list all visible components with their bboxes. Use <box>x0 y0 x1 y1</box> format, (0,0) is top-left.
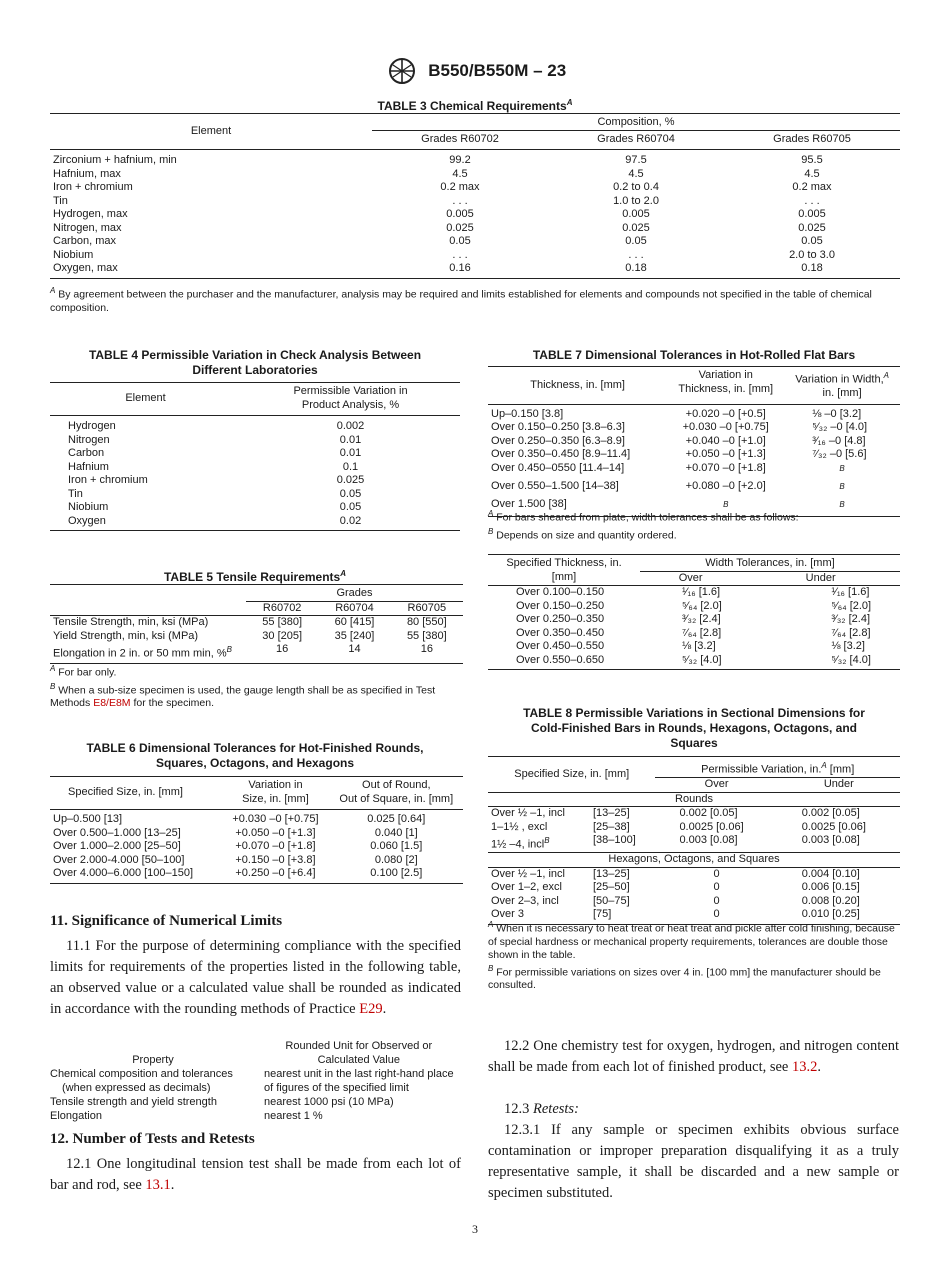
table7-caption: TABLE 7 Dimensional Tolerances in Hot-Rolled Flat Bars <box>532 348 856 362</box>
table-cell: ⅛ [3.2] <box>682 640 716 652</box>
table-cell: [25–50] <box>593 881 630 894</box>
table-cell: B <box>839 499 845 509</box>
table-cell: +0.070 –0 [+1.8] <box>685 461 766 474</box>
table-row <box>50 447 460 461</box>
table-cell: Over 0.250–0.350 <box>516 613 605 625</box>
table-cell: 1–1½ , excl <box>491 820 548 833</box>
table-cell: 0.05 <box>449 235 471 247</box>
rounding-table <box>50 1039 454 1123</box>
table8-header-over: Over <box>704 778 729 791</box>
table5-tensile-requirements <box>50 584 463 664</box>
table-cell: . . . <box>452 194 468 207</box>
table-cell: Over 0.150–0.250 <box>516 599 605 612</box>
table-row <box>488 821 900 835</box>
table-cell: 16 <box>420 643 433 655</box>
table-cell: Over 0.500–1.000 [13–25] <box>53 826 181 839</box>
table-cell: 0.05 <box>625 235 647 247</box>
page-number: 3 <box>472 1222 478 1236</box>
table-cell: Over 1.500 [38] <box>491 497 567 510</box>
table-cell: [75] <box>593 908 612 921</box>
table-cell: ⁷⁄₃₂ –0 [5.6] <box>812 448 867 461</box>
table-row <box>50 867 463 883</box>
table6-caption: TABLE 6 Dimensional Tolerances for Hot-Finished Rounds, Squares, Octagons, and Hexagons <box>86 741 424 770</box>
table-row <box>488 881 900 895</box>
table-cell: 80 [550] <box>406 616 447 628</box>
table-cell: Nitrogen <box>68 433 110 446</box>
table-cell: 0.005 <box>446 208 474 220</box>
table-cell: Oxygen, max <box>53 262 118 274</box>
table-cell: 0.010 [0.25] <box>801 908 860 921</box>
table-cell: Over ½ –1, incl <box>491 867 565 880</box>
table-cell: 0.025 <box>336 474 365 486</box>
table-cell: B <box>839 481 845 491</box>
table-cell: 0.05 <box>339 501 362 513</box>
table5-footnote-b: $^B$ When a sub-size specimen is used, the gauge length shall be as specified in Test Methods E8/E8M for the specimen. <box>50 681 436 709</box>
table-cell: 55 [380] <box>262 616 303 628</box>
table-cell: ⁵⁄₆₄ [2.0] <box>682 599 722 612</box>
table-row <box>488 448 900 462</box>
table8-footnotes <box>488 918 900 992</box>
table-cell: 4.5 <box>804 167 820 180</box>
table-cell: Over 2–3, incl <box>491 894 559 907</box>
astm-logo-icon <box>384 56 420 86</box>
table3-header-grade: Grades R60705 <box>773 132 851 145</box>
table-row <box>488 807 900 821</box>
table-cell: 0.2 max <box>440 181 480 193</box>
table-cell: Over 0.350–0.450 [8.9–11.4] <box>491 448 631 461</box>
table-cell: (when expressed as decimals) <box>62 1082 211 1094</box>
page-header <box>0 56 950 86</box>
table-cell: 0.16 <box>449 262 471 274</box>
table-cell: Over 1–2, excl <box>491 881 562 894</box>
table-cell: +0.250 –0 [+6.4] <box>235 867 316 879</box>
section11-paragraph: 11.1 For the purpose of determining compliance with the specified limits for requirements of the properties listed in the following table, an observed value or a calculated value shall be rounded as indicated in accordance with the rounding methods of Practice E29. <box>50 938 461 1017</box>
section12-paragraph-1: 12.1 One longitudinal tension test shall be made from each lot of bar and rod, see 13.1. <box>50 1156 461 1193</box>
table-cell: Up–0.500 [13] <box>53 813 123 825</box>
table-cell: Hafnium, max <box>53 167 121 180</box>
table5-caption: TABLE 5 Tensile Requirements$^A$ <box>163 569 347 584</box>
table-cell: Tensile strength and yield strength <box>50 1096 217 1108</box>
table-cell: 0.025 <box>622 221 650 234</box>
section12-paragraph-4: 12.3.1 If any sample or specimen exhibits obvious surface contamination or improper preparation disqualifying it as a truly representative sample, it shall be discarded and a new sample or specimen substituted. <box>488 1122 899 1201</box>
table-cell: B <box>723 499 729 509</box>
table-cell: 0.02 <box>339 514 362 527</box>
table-cell: Tin <box>68 487 83 500</box>
table5-header-grade: R60702 <box>262 601 302 614</box>
section12-paragraph-2: 12.2 One chemistry test for oxygen, hydrogen, and nitrogen content shall be made from each lot of finished product, see 13.2. <box>488 1038 899 1075</box>
table-row <box>50 854 463 868</box>
table-cell: 0.0025 [0.06] <box>679 820 744 833</box>
table-cell: 0.005 <box>622 208 650 220</box>
table7-header-thickness: Thickness, in. [mm] <box>530 378 625 391</box>
table-cell: ³⁄₁₆ –0 [4.8] <box>812 434 866 447</box>
table-row <box>50 827 463 841</box>
table-cell: Up–0.150 [3.8] <box>491 407 564 420</box>
table-cell: Niobium <box>68 501 109 513</box>
table-cell: ³⁄₃₂ [2.4] <box>682 613 721 625</box>
table-cell: 0.080 [2] <box>374 853 418 866</box>
table-cell: Hydrogen, max <box>53 208 128 220</box>
table-row <box>50 1109 454 1123</box>
table-cell: of figures of the specified limit <box>264 1082 409 1094</box>
table-cell: nearest 1 % <box>264 1110 323 1122</box>
table-cell: 0.008 [0.20] <box>801 894 860 907</box>
table-row <box>50 262 900 278</box>
table-cell: 14 <box>348 643 361 655</box>
table-cell: 0 <box>713 908 720 921</box>
table-cell: +0.050 –0 [+1.3] <box>235 826 316 839</box>
table-cell: ⁵⁄₃₂ –0 [4.0] <box>812 421 868 434</box>
table-cell: nearest 1000 psi (10 MPa) <box>264 1096 394 1108</box>
table7-header-variation-thickness: Variation in Thickness, in. [mm] <box>678 369 774 395</box>
table-cell: Over 4.000–6.000 [100–150] <box>53 867 194 879</box>
table-cell: . . . <box>628 248 644 261</box>
table-cell: 60 [415] <box>334 616 375 628</box>
table-row <box>488 627 900 641</box>
table-cell: Hafnium <box>68 460 109 473</box>
table-cell: 0.01 <box>339 447 362 459</box>
table-cell: Over 1.000–2.000 [25–50] <box>53 840 181 852</box>
section12-paragraph-3: 12.3 Retests: <box>504 1101 579 1117</box>
table5-header-grades: Grades <box>246 585 463 602</box>
table-row <box>50 501 460 515</box>
table-cell: 0.025 <box>798 221 826 234</box>
table-cell: ⁵⁄₃₂ [4.0] <box>682 653 722 666</box>
table7b-header-over: Over <box>678 571 703 584</box>
table-cell: 0.18 <box>801 262 823 274</box>
table-cell: ¹⁄₁₆ [1.6] <box>682 586 721 598</box>
table4-check-analysis <box>50 382 460 531</box>
table4-caption: TABLE 4 Permissible Variation in Check Analysis Between Different Laboratories <box>88 348 422 377</box>
table-cell: +0.080 –0 [+2.0] <box>685 479 766 492</box>
table7-width-tolerances <box>488 554 900 670</box>
table-cell: 0.060 [1.5] <box>370 840 423 852</box>
table-row <box>488 421 900 435</box>
table-cell: 1½ –4, incl$^B$ <box>491 836 550 851</box>
table-cell: 1.0 to 2.0 <box>613 194 659 207</box>
table7b-header-width: Width Tolerances, in. [mm] <box>640 555 900 572</box>
table-cell: +0.040 –0 [+1.0] <box>685 434 766 447</box>
table-row <box>50 181 900 195</box>
table8-footnote-b: $^B$ For permissible variations on sizes over 4 in. [100 mm] the manufacturer should be consulted. <box>488 963 881 991</box>
table-row <box>50 150 900 168</box>
table6-hot-finished-tolerances <box>50 776 463 884</box>
table-cell: 0.1 <box>342 460 359 473</box>
table-row <box>488 895 900 909</box>
table-cell: Over 0.150–0.250 [3.8–6.3] <box>491 421 625 434</box>
rounding-header-property: Property <box>132 1054 174 1066</box>
table-row <box>488 480 900 498</box>
table-cell: Hydrogen <box>68 420 116 432</box>
table-cell: 97.5 <box>625 154 647 166</box>
table-cell: ⅛ –0 [3.2] <box>812 407 862 420</box>
table-row <box>50 461 460 475</box>
link-e29[interactable]: E29 <box>359 1001 383 1017</box>
table3-chemical-requirements <box>50 113 900 279</box>
table-row <box>50 643 463 664</box>
table-cell: 0.006 [0.15] <box>801 881 860 894</box>
table-row <box>488 867 900 881</box>
table6-header-out-of-round: Out of Round, Out of Square, in. [mm] <box>339 779 454 805</box>
table-row <box>50 222 900 236</box>
table7-footnote-b: $^B$ Depends on size and quantity ordered. <box>488 526 677 541</box>
table3-header-grade: Grades R60702 <box>421 132 499 145</box>
table5-header-grade: R60705 <box>407 601 447 614</box>
table-row <box>50 1067 454 1081</box>
table-row <box>50 840 463 854</box>
table-cell: +0.030 –0 [+0.75] <box>232 813 319 825</box>
table-cell: 4.5 <box>452 167 468 180</box>
table-cell: B <box>839 463 845 473</box>
table-cell: Zirconium + hafnium, min <box>53 154 177 166</box>
table-cell: Nitrogen, max <box>53 221 122 234</box>
table-row <box>50 630 463 644</box>
table8-caption: TABLE 8 Permissible Variations in Sectional Dimensions for Cold-Finished Bars in Rounds, Hexagons, Octagons, and Squares <box>523 706 865 750</box>
table-cell: 0.05 <box>801 235 823 247</box>
table-cell: Over 2.000-4.000 [50–100] <box>53 853 185 866</box>
table-cell: +0.050 –0 [+1.3] <box>685 448 766 461</box>
table-cell: 0.05 <box>339 487 362 500</box>
table-cell: Carbon, max <box>53 235 116 247</box>
section11-heading: 11. Significance of Numerical Limits <box>50 913 283 929</box>
table8-group-rounds: Rounds <box>675 792 713 805</box>
table-cell: 55 [380] <box>406 629 447 642</box>
table-row <box>488 613 900 627</box>
table-row <box>488 640 900 654</box>
link-e8-e8m[interactable]: E8/E8M <box>93 697 131 709</box>
table-cell: 0.025 [0.64] <box>367 813 426 825</box>
table-cell: 0.004 [0.10] <box>801 867 860 880</box>
table-row <box>488 600 900 614</box>
table-cell: ⅛ [3.2] <box>831 640 865 652</box>
table4-header-variation: Permissible Variation in Product Analysis, % <box>293 385 408 411</box>
table-cell: Over 0.550–1.500 [14–38] <box>491 479 619 492</box>
table3-header-element: Element <box>190 124 232 137</box>
table-row <box>50 434 460 448</box>
table-cell: Over 0.250–0.350 [6.3–8.9] <box>491 434 625 447</box>
table-cell: 0.003 [0.08] <box>679 834 738 847</box>
table-row <box>50 416 460 434</box>
table-cell: 0.100 [2.5] <box>370 867 423 879</box>
table-cell: nearest unit in the last right-hand place <box>264 1068 454 1080</box>
table6-header-variation: Variation in Size, in. [mm] <box>242 779 309 805</box>
table-cell: 0.002 [0.05] <box>801 807 860 820</box>
rounding-header-unit: Rounded Unit for Observed or Calculated Value <box>285 1040 433 1066</box>
table7-hot-rolled-flat-bars <box>488 366 900 517</box>
table-cell: Over 0.550–0.650 <box>516 653 605 666</box>
table-cell: Over 0.350–0.450 <box>516 626 605 639</box>
table-cell: . . . <box>452 248 468 261</box>
table-cell: ⁷⁄₆₄ [2.8] <box>831 626 871 639</box>
table-cell: 35 [240] <box>334 629 375 642</box>
table-cell: 16 <box>276 643 289 655</box>
table-cell: Iron + chromium <box>68 474 148 486</box>
table5-header-grade: R60704 <box>335 601 374 614</box>
table-cell: 0.0025 [0.06] <box>801 820 866 833</box>
table8-header-permissible: Permissible Variation, in.$^A$ [mm] <box>655 757 900 778</box>
table-cell: 95.5 <box>801 154 823 166</box>
table8-cold-finished-variations <box>488 756 900 925</box>
table7-footnotes <box>488 507 900 542</box>
table-cell: Yield Strength, min, ksi (MPa) <box>53 629 199 642</box>
table7b-header-spec: Specified Thickness, in. [mm] <box>506 557 622 583</box>
table-row <box>50 474 460 488</box>
table-cell: ¹⁄₁₆ [1.6] <box>831 586 870 598</box>
table8-group-hexagons: Hexagons, Octagons, and Squares <box>608 853 780 866</box>
table-cell: ⁷⁄₆₄ [2.8] <box>682 626 722 639</box>
table-cell: 0.025 <box>446 221 474 234</box>
table-cell: ⁵⁄₃₂ [4.0] <box>831 653 871 666</box>
table7-header-variation-width: Variation in Width,$^A$ in. [mm] <box>795 371 889 400</box>
table-row <box>50 616 463 630</box>
table-cell: 0.002 <box>336 420 365 432</box>
document-designation: B550/B550M – 23 <box>428 61 567 80</box>
table-cell: 30 [205] <box>262 629 303 642</box>
table-cell: ⁵⁄₆₄ [2.0] <box>831 599 872 612</box>
table4-header-element: Element <box>125 392 166 405</box>
table-row <box>50 249 900 263</box>
table-cell: [25–38] <box>593 820 630 833</box>
table-cell: Over 0.450–0550 [11.4–14] <box>491 461 625 474</box>
table-row <box>50 810 463 827</box>
table-row <box>50 488 460 502</box>
table3-header-grade: Grades R60704 <box>597 132 675 145</box>
table-row <box>50 195 900 209</box>
table3-caption: TABLE 3 Chemical Requirements$^A$ <box>377 98 573 113</box>
table8-header-size: Specified Size, in. [mm] <box>514 767 630 780</box>
table-cell: Tensile Strength, min, ksi (MPa) <box>53 616 209 628</box>
table-row <box>50 1081 454 1095</box>
table-cell: [13–25] <box>593 807 630 820</box>
table-cell: 0.005 <box>798 208 826 220</box>
table-cell: +0.020 –0 [+0.5] <box>685 407 766 420</box>
table-cell: 0.18 <box>625 262 647 274</box>
table-cell: Carbon <box>68 447 105 459</box>
table-row <box>488 435 900 449</box>
table8-footnote-a: $^A$ When it is necessary to heat treat or heat treat and pickle after cold finishing, because of special hardness or mechanical property requirements, tolerances are double those shown in the table. <box>488 920 895 961</box>
table6-header-size: Specified Size, in. [mm] <box>68 786 183 799</box>
table7b-header-under: Under <box>805 571 836 584</box>
link-13-2[interactable]: 13.2 <box>792 1059 818 1075</box>
table-cell: 0 <box>713 894 720 907</box>
table3-footnote: $^A$ By agreement between the purchaser and the manufacturer, analysis may be required and limits established for elements and compounds not specified in the table of chemical composition. <box>50 286 872 314</box>
table-cell: Niobium <box>53 248 94 261</box>
table-cell: 0.003 [0.08] <box>801 834 860 847</box>
table-cell: Elongation in 2 in. or 50 mm min, %$^B$ <box>53 645 232 660</box>
table-row <box>50 235 900 249</box>
table-cell: Elongation <box>50 1110 102 1122</box>
table-row <box>488 834 900 853</box>
table-cell: [50–75] <box>593 894 630 907</box>
table5-footnotes <box>50 662 463 710</box>
table-cell: 0 <box>713 867 720 880</box>
table-cell: [13–25] <box>593 867 630 880</box>
table-cell: 0.2 max <box>792 181 832 193</box>
table-cell: 0.040 [1] <box>374 826 418 839</box>
table-cell: [38–100] <box>593 834 636 847</box>
table-cell: +0.150 –0 [+3.8] <box>235 853 316 866</box>
table-cell: 4.5 <box>628 167 644 180</box>
table-row <box>488 586 900 600</box>
table-cell: Over 0.450–0.550 <box>516 640 605 652</box>
table-row <box>50 168 900 182</box>
table-row <box>488 654 900 670</box>
table-row <box>50 1095 454 1109</box>
table-row <box>488 462 900 480</box>
table-cell: +0.070 –0 [+1.8] <box>235 840 316 852</box>
table-cell: 0.002 [0.05] <box>679 807 738 820</box>
table7-footnote-a: $^A$ For bars sheared from plate, width tolerances shall be as follows: <box>488 509 799 524</box>
table-cell: 0.01 <box>339 433 362 446</box>
table-cell: 0.2 to 0.4 <box>613 181 659 193</box>
table8-header-under: Under <box>823 778 854 791</box>
table-cell: Over ½ –1, incl <box>491 807 565 820</box>
table-row <box>488 404 900 421</box>
table-cell: Oxygen <box>68 514 106 527</box>
table-cell: . . . <box>804 194 820 207</box>
table-cell: Over 0.100–0.150 <box>516 586 605 598</box>
table-cell: +0.030 –0 [+0.75] <box>682 421 769 434</box>
table-cell: Chemical composition and tolerances <box>50 1068 233 1080</box>
table-row <box>50 515 460 531</box>
table-cell: Tin <box>53 194 68 207</box>
table-cell: Iron + chromium <box>53 181 133 193</box>
table-cell: ³⁄₃₂ [2.4] <box>831 613 871 625</box>
table-cell: Over 3 <box>491 908 525 921</box>
table5-footnote-a: $^A$ For bar only. <box>50 664 117 679</box>
table-cell: 2.0 to 3.0 <box>789 248 835 261</box>
table3-header-composition: Composition, % <box>372 114 900 131</box>
link-13-1[interactable]: 13.1 <box>145 1177 171 1193</box>
table-row <box>50 208 900 222</box>
table-cell: 99.2 <box>449 154 471 166</box>
table-cell: 0 <box>713 881 720 894</box>
section12-heading: 12. Number of Tests and Retests <box>50 1131 255 1147</box>
